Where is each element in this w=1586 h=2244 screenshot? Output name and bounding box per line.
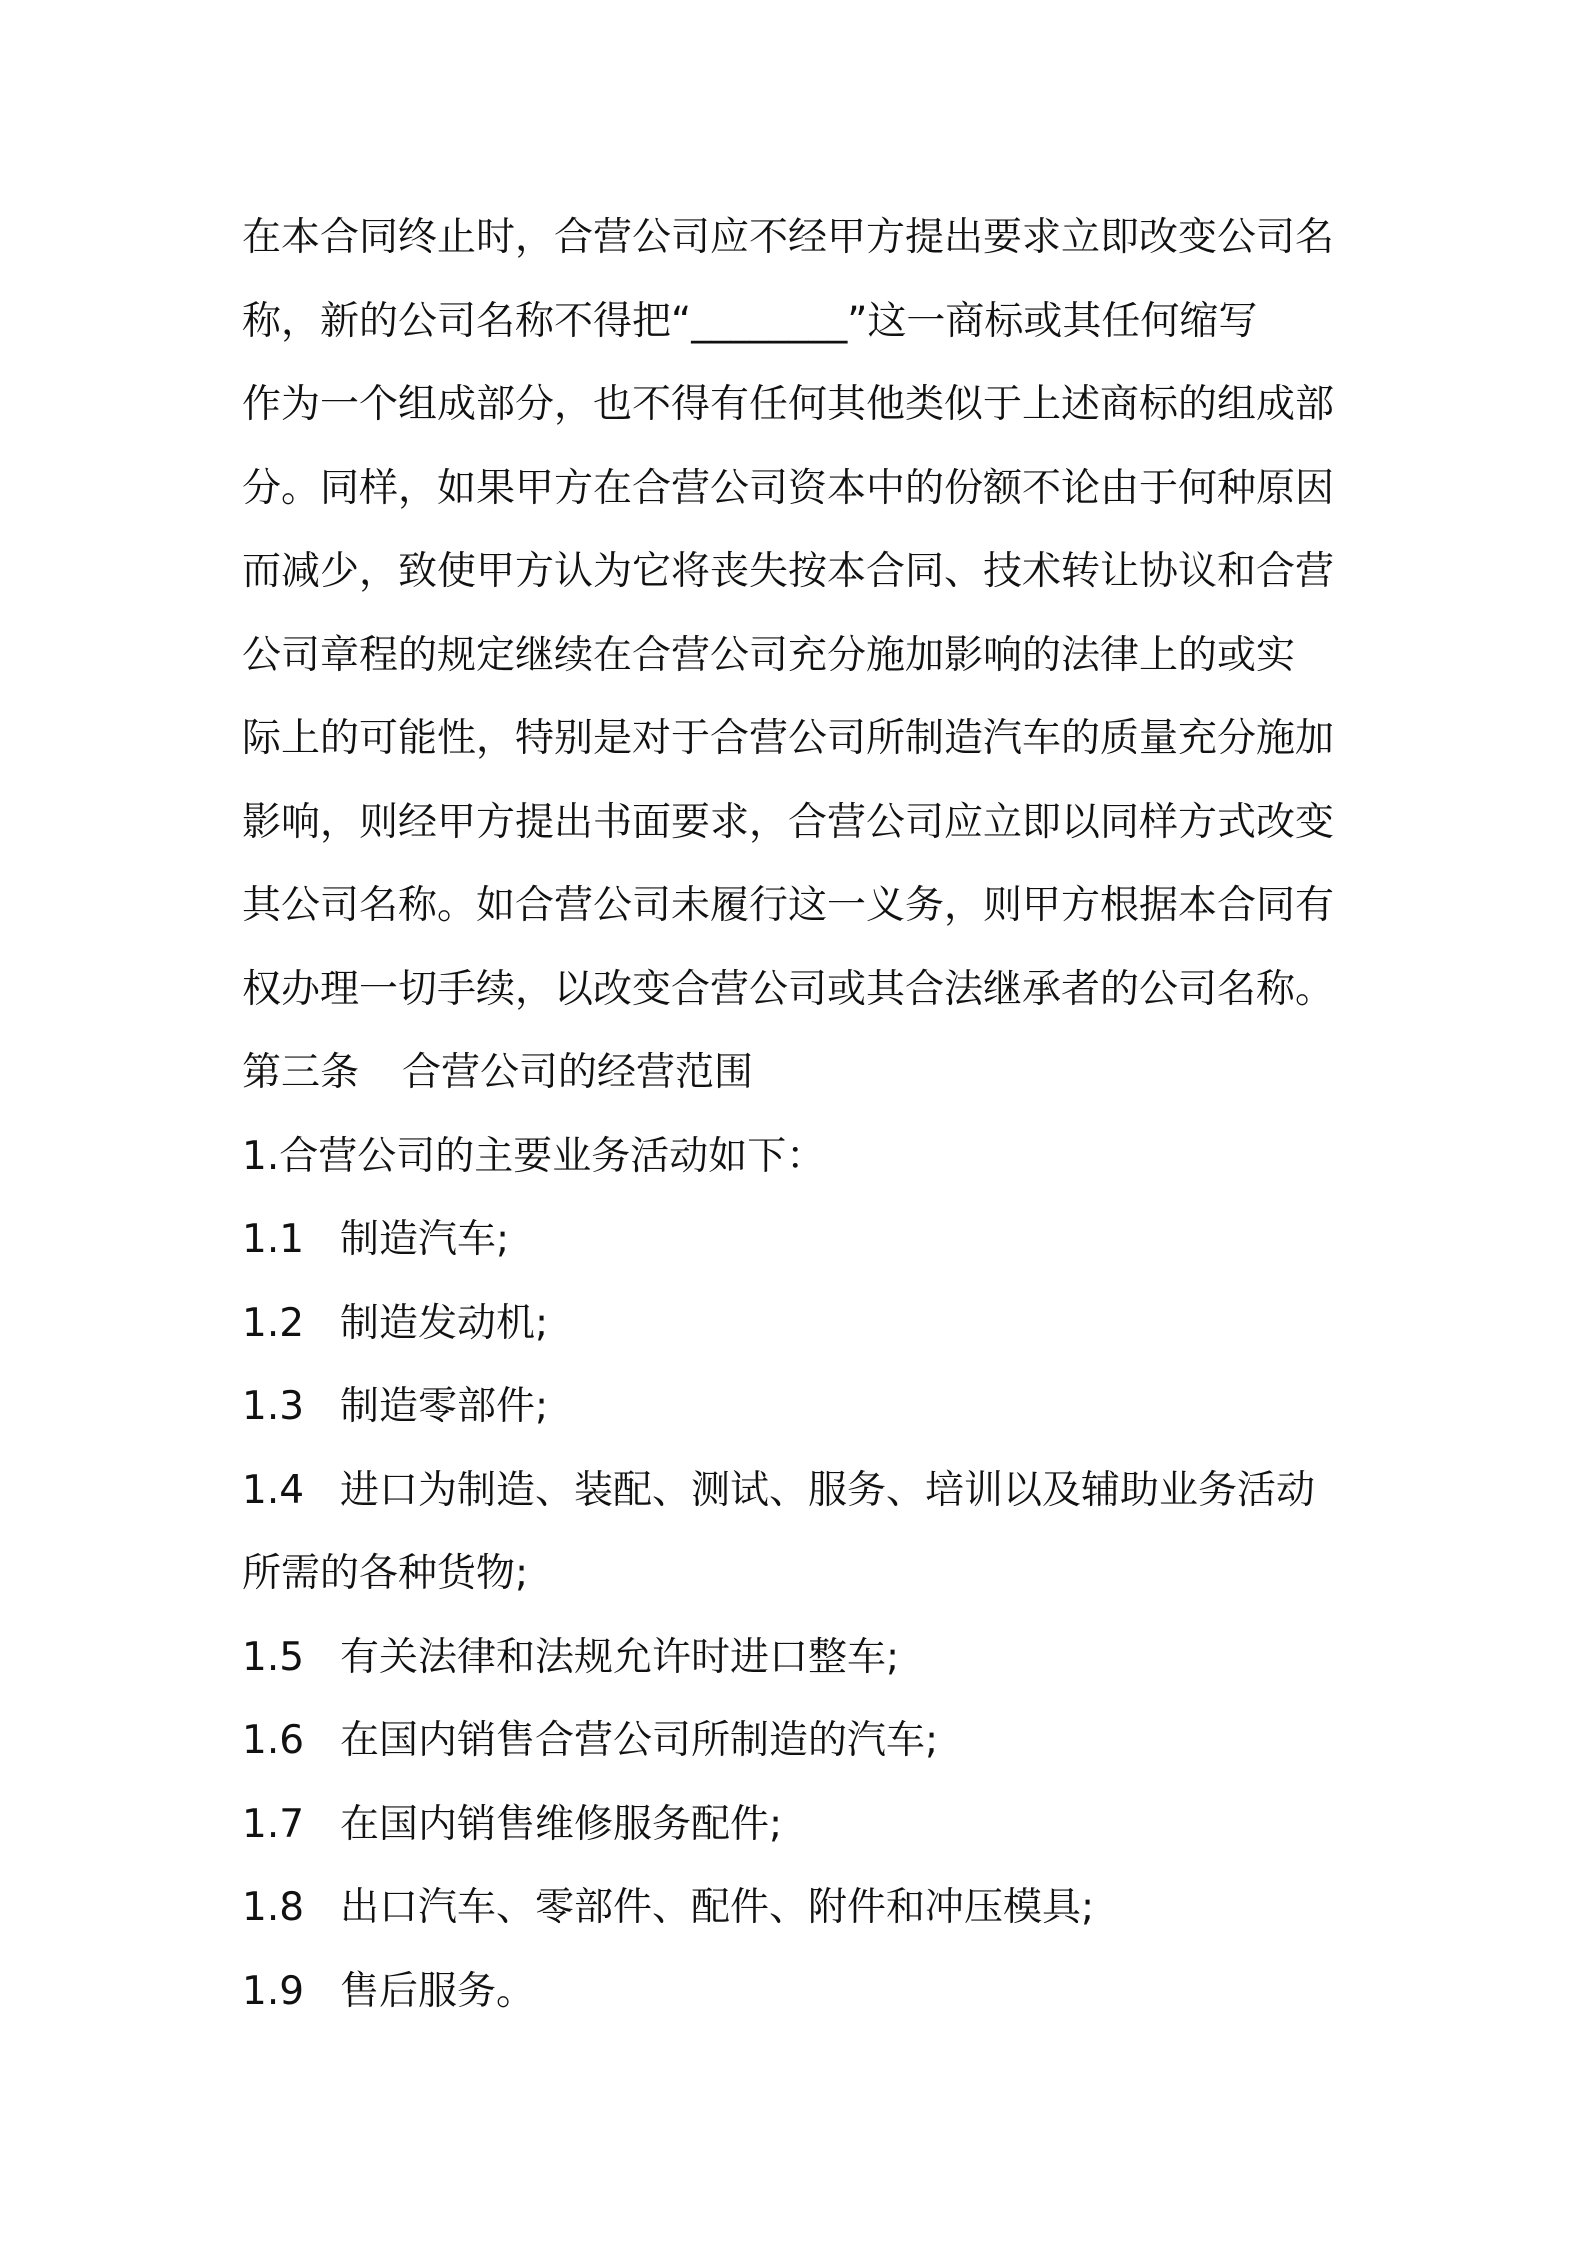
item-text: 出口汽车、零部件、配件、附件和冲压模具;: [340, 1885, 1095, 1930]
paragraph-line: 公司章程的规定继续在合营公司充分施加影响的法律上的或实: [242, 632, 1296, 678]
item-number: 1.3: [242, 1384, 305, 1429]
item-number: 1.4: [242, 1467, 305, 1513]
list-item: [242, 1783, 1358, 1867]
item-text: 在国内销售维修服务配件;: [340, 1801, 783, 1847]
business-list: [242, 1198, 1358, 2033]
item-text: 进口为制造、装配、测试、服务、培训以及辅助业务活动: [340, 1467, 1316, 1513]
item-number: 1.2: [242, 1300, 305, 1346]
item-text: 制造发动机;: [340, 1300, 549, 1346]
paragraph-line: 权办理一切手续，以改变合营公司或其合法继承者的公司名称。: [242, 966, 1335, 1012]
business-intro: 1.合营公司的主要业务活动如下：: [242, 1133, 826, 1179]
item-text: 有关法律和法规允许时进口整车;: [340, 1634, 900, 1680]
list-item: [242, 1198, 1358, 1282]
list-item: [242, 1616, 1358, 1700]
item-text: 制造零部件;: [340, 1384, 549, 1429]
list-item-continuation: 所需的各种货物;: [242, 1551, 529, 1596]
paragraph-line: 称，新的公司名称不得把“________”这一商标或其任何缩写: [242, 298, 1258, 344]
item-number: 1.9: [242, 1968, 305, 2014]
item-text: 售后服务。: [340, 1968, 536, 2014]
article-number: 第三条: [242, 1050, 360, 1095]
article-heading: [242, 1031, 1358, 1115]
item-text: 在国内销售合营公司所制造的汽车;: [340, 1718, 939, 1763]
item-number: 1.5: [242, 1634, 305, 1680]
termination-paragraph: [242, 196, 1358, 1031]
paragraph-line: 影响，则经甲方提出书面要求，合营公司应立即以同样方式改变: [242, 799, 1335, 845]
paragraph-line: 作为一个组成部分，也不得有任何其他类似于上述商标的组成部: [242, 382, 1335, 427]
list-item: [242, 1449, 1358, 1533]
paragraph-line: 际上的可能性，特别是对于合营公司所制造汽车的质量充分施加: [242, 716, 1335, 761]
list-item: [242, 1282, 1358, 1366]
item-text: 制造汽车;: [340, 1217, 510, 1262]
paragraph-line: 其公司名称。如合营公司未履行这一义务，则甲方根据本合同有: [242, 883, 1335, 928]
list-item: [242, 1699, 1358, 1783]
list-item: [242, 1365, 1358, 1449]
document-body: [242, 196, 1358, 2033]
paragraph-line: 分。同样，如果甲方在合营公司资本中的份额不论由于何种原因: [242, 465, 1335, 511]
paragraph-line: 而减少，致使甲方认为它将丧失按本合同、技术转让协议和合营: [242, 549, 1335, 594]
item-number: 1.1: [242, 1217, 305, 1262]
item-number: 1.6: [242, 1718, 305, 1763]
item-number: 1.8: [242, 1885, 305, 1930]
list-item: [242, 1866, 1358, 1950]
paragraph-line: 在本合同终止时，合营公司应不经甲方提出要求立即改变公司名: [242, 215, 1335, 260]
list-item: [242, 1950, 1358, 2034]
article-title: 合营公司的经营范围: [402, 1050, 754, 1095]
item-number: 1.7: [242, 1801, 305, 1847]
